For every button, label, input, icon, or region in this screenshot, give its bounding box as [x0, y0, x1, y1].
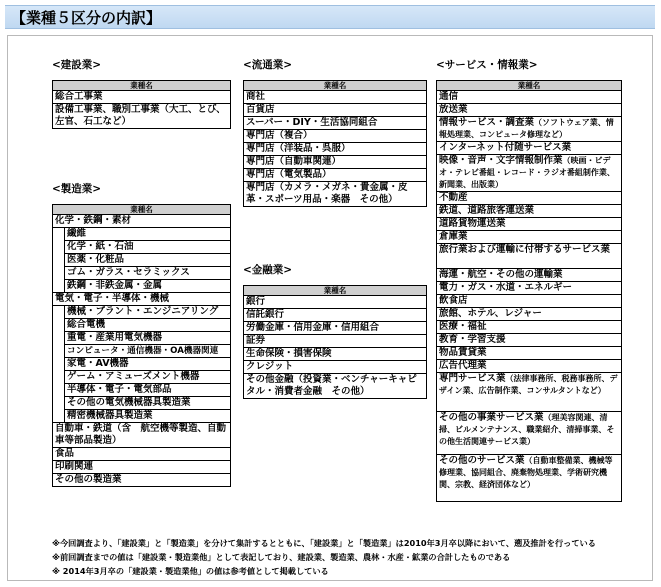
finance-heading: <金融業> — [243, 264, 293, 276]
table-row: 道路貨物運送業 — [437, 218, 622, 231]
table-row: 飲食店 — [437, 295, 622, 308]
table-row: 重電・産業用電気機器 — [65, 332, 231, 345]
table-row: 鉄道、道路旅客運送業 — [437, 205, 622, 218]
row-detail: （ソフトウェア業、情報処理業、コンピュータ修理など） — [439, 118, 614, 139]
table-row: 百貨店 — [244, 104, 427, 117]
row-label: 情報サービス・調査業 — [439, 117, 535, 128]
table-row: コンピュータ・通信機器・OA機器関連 — [65, 345, 231, 358]
table-row: 繊維 — [65, 228, 231, 241]
table-row: 精密機械器具製造業 — [65, 410, 231, 423]
table-row: 専門店（洋装品・呉服） — [244, 143, 427, 156]
finance-table — [243, 285, 427, 399]
table-header: 業種名 — [53, 205, 231, 215]
table-header: 業種名 — [244, 286, 427, 296]
table-row — [437, 455, 622, 502]
table-row: 旅行業および運輸に付帯するサービス業 — [437, 244, 622, 269]
table-row: 総合電機 — [65, 319, 231, 332]
table-row: 放送業 — [437, 104, 622, 117]
table-row: 医療・福祉 — [437, 321, 622, 334]
title-bar — [5, 5, 655, 29]
table-row: 倉庫業 — [437, 231, 622, 244]
table-row: 商社 — [244, 91, 427, 104]
table-row: ゲーム・アミューズメント機器 — [65, 371, 231, 384]
table-row: 印刷関連 — [53, 461, 231, 474]
row-detail: （理美容関連、清掃、ビルメンテナンス、職業紹介、清掃事業、その他生活関連サービス業） — [439, 413, 615, 446]
table-row: 鉄鋼・非鉄金属・金属 — [65, 280, 231, 293]
table-row: その他金融（投資業・ベンチャーキャピタル・消費者金融 その他） — [244, 374, 427, 399]
table-row: その他の製造業 — [53, 474, 231, 487]
row-label: 専門サービス業 — [439, 373, 506, 384]
table-row: 旅館、ホテル、レジャー — [437, 308, 622, 321]
table-row: その他の電気機械器具製造業 — [65, 397, 231, 410]
table-row: 食品 — [53, 448, 231, 461]
table-row: 不動産 — [437, 192, 622, 205]
table-row: クレジット — [244, 361, 427, 374]
row-detail: （自動車整備業、機械等修理業、協同組合、廃棄物処理業、学術研究機関、宗教、経済団体など） — [439, 456, 613, 489]
table-row: 証券 — [244, 335, 427, 348]
indent-cell — [53, 228, 65, 293]
footnote: ※今回調査より、「建設業」と「製造業」を分けて集計するとともに、「建設業」と「製造業」は2010年3月卒以降において、遡及推計を行っている — [52, 538, 596, 548]
table-row — [437, 373, 622, 412]
table-header: 業種名 — [244, 81, 427, 91]
table-row: 電気・電子・半導体・機械 — [53, 293, 231, 306]
table-row: 専門店（複合） — [244, 130, 427, 143]
table-row: インターネット付随サービス業 — [437, 142, 622, 155]
table-row: 銀行 — [244, 296, 427, 309]
table-row: 通信 — [437, 91, 622, 104]
distribution-table — [243, 80, 427, 207]
manufacturing-heading: <製造業> — [52, 183, 102, 195]
table-row: 総合工事業 — [53, 91, 231, 104]
table-row: 専門店（電気製品） — [244, 169, 427, 182]
table-row: 信託銀行 — [244, 309, 427, 322]
table-row: 物品賃貸業 — [437, 347, 622, 360]
indent-cell — [53, 306, 65, 423]
table-row: 教育・学習支援 — [437, 334, 622, 347]
services-heading: <サービス・情報業> — [436, 59, 538, 71]
table-row: 医薬・化粧品 — [65, 254, 231, 267]
services-table — [436, 80, 622, 502]
construction-heading: <建設業> — [52, 59, 102, 71]
table-header: 業種名 — [53, 81, 231, 91]
table-row: 半導体・電子・電気部品 — [65, 384, 231, 397]
row-label: その他のサービス業 — [439, 455, 525, 466]
table-row: 生命保険・損害保険 — [244, 348, 427, 361]
table-row: 自動車・鉄道（含 航空機等製造、自動車等部品製造） — [53, 423, 231, 448]
table-row: 化学・鉄鋼・素材 — [53, 215, 231, 228]
table-row — [437, 155, 622, 192]
table-row: 機械・プラント・エンジニアリング — [65, 306, 231, 319]
table-row: 専門店（カメラ・メガネ・貴金属・皮革・スポーツ用品・楽器 その他） — [244, 182, 427, 207]
table-row: 専門店（自動車関連） — [244, 156, 427, 169]
construction-table — [52, 80, 231, 129]
table-row: 化学・紙・石油 — [65, 241, 231, 254]
table-row: ゴム・ガラス・セラミックス — [65, 267, 231, 280]
manufacturing-table — [52, 204, 231, 487]
row-detail: （映画・ビデオ・テレビ番組・レコード・ラジオ番組制作業、新聞業、出版業） — [439, 156, 615, 189]
table-row: 海運・航空・その他の運輸業 — [437, 269, 622, 282]
table-row — [437, 117, 622, 142]
table-row: 電力・ガス・水道・エネルギー — [437, 282, 622, 295]
row-label: その他の事業サービス業 — [439, 412, 544, 423]
row-label: 映像・音声・文字情報制作業 — [439, 155, 563, 166]
table-header: 業種名 — [437, 81, 622, 91]
table-row: 労働金庫・信用金庫・信用組合 — [244, 322, 427, 335]
footnote: ※前回調査までの値は「建設業・製造業他」として表記しており、建設業、製造業、農林・水産・鉱業の合計したものである — [52, 552, 511, 562]
table-row — [437, 412, 622, 455]
table-row: スーパー・DIY・生活協同組合 — [244, 117, 427, 130]
table-row: 広告代理業 — [437, 360, 622, 373]
distribution-heading: <流通業> — [243, 59, 293, 71]
row-detail: （法律事務所、税務事務所、デザイン業、広告制作業、コンサルタントなど） — [439, 374, 618, 395]
footnote: ※ 2014年3月卒の「建設業・製造業他」の値は参考値として掲載している — [52, 566, 329, 576]
table-row: 設備工事業、職別工事業（大工、とび、左官、石工など） — [53, 104, 231, 129]
page-title: 【業種５区分の内訳】 — [11, 9, 162, 27]
table-row: 家電・AV機器 — [65, 358, 231, 371]
